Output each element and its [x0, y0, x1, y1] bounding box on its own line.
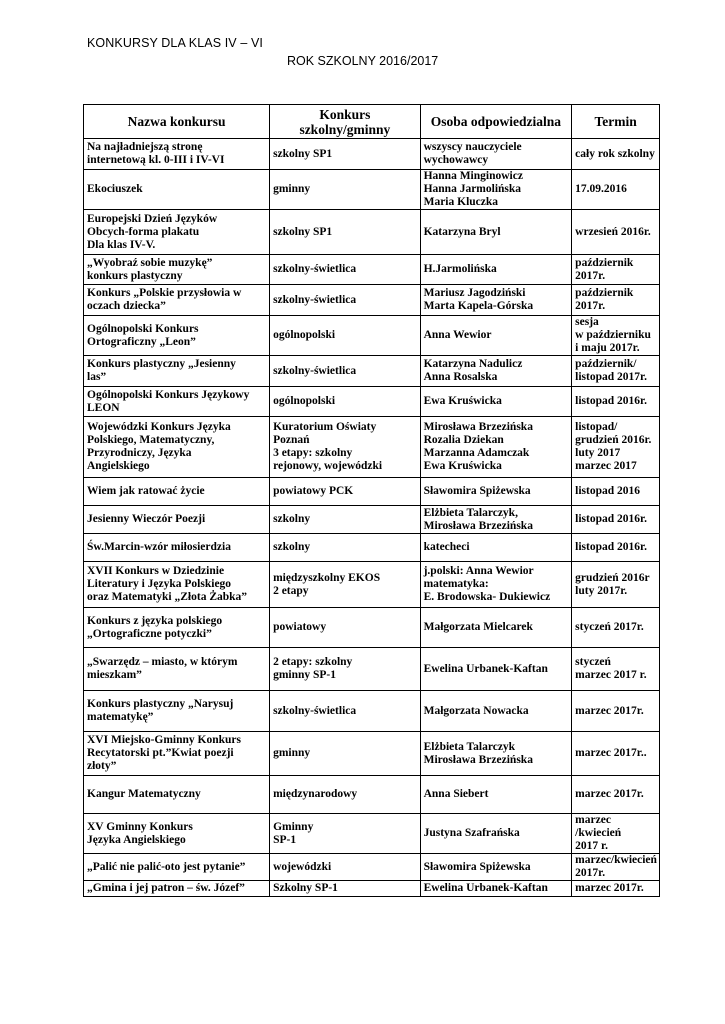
contest-level-cell: Szkolny SP-1 [270, 881, 421, 897]
responsible-person-cell: Ewelina Urbanek-Kaftan [420, 881, 572, 897]
contest-name-cell: Konkurs z języka polskiego „Ortograficzne potyczki” [84, 608, 270, 648]
contest-name-cell: „Swarzędz – miasto, w którym mieszkam” [84, 648, 270, 691]
contest-name-cell: Konkurs „Polskie przysłowia w oczach dziecka” [84, 285, 270, 316]
contest-date-cell: wrzesień 2016r. [572, 210, 660, 255]
responsible-person-cell: H.Jarmolińska [420, 255, 572, 285]
contest-level-cell: szkolny-świetlica [270, 285, 421, 316]
table-row [84, 417, 660, 478]
contest-date-cell: listopad/ grudzień 2016r. luty 2017 marzec 2017 [572, 417, 660, 478]
table-row [84, 854, 660, 881]
contest-level-cell: Gminny SP-1 [270, 814, 421, 854]
contest-level-cell: szkolny-świetlica [270, 356, 421, 387]
table-row [84, 478, 660, 506]
contest-name-cell: Ekociuszek [84, 170, 270, 210]
column-header-date: Termin [572, 105, 660, 139]
table-row [84, 170, 660, 210]
contest-name-cell: Na najładniejszą stronę internetową kl. 0-III i IV-VI [84, 139, 270, 170]
contest-level-cell: szkolny SP1 [270, 139, 421, 170]
contest-date-cell: cały rok szkolny [572, 139, 660, 170]
responsible-person-cell: Anna Wewior [420, 316, 572, 356]
contest-name-cell: Konkurs plastyczny „Jesienny las” [84, 356, 270, 387]
contest-name-cell: Wojewódzki Konkurs Języka Polskiego, Matematyczny, Przyrodniczy, Języka Angielskiego [84, 417, 270, 478]
contest-date-cell: marzec /kwiecień 2017 r. [572, 814, 660, 854]
contest-date-cell: styczeń 2017r. [572, 608, 660, 648]
contest-level-cell: gminny [270, 732, 421, 776]
contest-level-cell: wojewódzki [270, 854, 421, 881]
table-row [84, 387, 660, 417]
contest-name-cell: Wiem jak ratować życie [84, 478, 270, 506]
contest-level-cell: szkolny-świetlica [270, 255, 421, 285]
responsible-person-cell: Elżbieta Talarczyk Mirosława Brzezińska [420, 732, 572, 776]
contest-name-cell: XVII Konkurs w Dziedzinie Literatury i Języka Polskiego oraz Matematyki „Złota Żabka” [84, 562, 270, 608]
column-header-name: Nazwa konkursu [84, 105, 270, 139]
contest-name-cell: XV Gminny Konkurs Języka Angielskiego [84, 814, 270, 854]
responsible-person-cell: Justyna Szafrańska [420, 814, 572, 854]
table-body [84, 139, 660, 897]
contest-date-cell: marzec 2017r. [572, 691, 660, 732]
contest-level-cell: szkolny SP1 [270, 210, 421, 255]
column-header-person: Osoba odpowiedzialna [420, 105, 572, 139]
table-row [84, 255, 660, 285]
contest-date-cell: listopad 2016r. [572, 506, 660, 534]
responsible-person-cell: Sławomira Spiżewska [420, 854, 572, 881]
table-row [84, 776, 660, 814]
contest-date-cell: marzec 2017r. [572, 776, 660, 814]
responsible-person-cell: Mirosława Brzezińska Rozalia Dziekan Marzanna Adamczak Ewa Kruświcka [420, 417, 572, 478]
responsible-person-cell: Ewelina Urbanek-Kaftan [420, 648, 572, 691]
contest-date-cell: 17.09.2016 [572, 170, 660, 210]
contest-date-cell: marzec 2017r. [572, 881, 660, 897]
contest-date-cell: październik 2017r. [572, 285, 660, 316]
contests-table [83, 104, 660, 897]
table-row [84, 562, 660, 608]
contest-name-cell: XVI Miejsko-Gminny Konkurs Recytatorski pt.”Kwiat poezji złoty” [84, 732, 270, 776]
contest-name-cell: Konkurs plastyczny „Narysuj matematykę” [84, 691, 270, 732]
responsible-person-cell: Ewa Kruświcka [420, 387, 572, 417]
table-header-row [84, 105, 660, 139]
document-title: KONKURSY DLA KLAS IV – VI [87, 36, 263, 50]
contest-date-cell: listopad 2016r. [572, 387, 660, 417]
responsible-person-cell: Hanna Minginowicz Hanna Jarmolińska Maria Kluczka [420, 170, 572, 210]
table-row [84, 608, 660, 648]
contest-date-cell: styczeń marzec 2017 r. [572, 648, 660, 691]
table-row [84, 814, 660, 854]
table-row [84, 356, 660, 387]
responsible-person-cell: Katarzyna Bryl [420, 210, 572, 255]
contest-level-cell: międzyszkolny EKOS 2 etapy [270, 562, 421, 608]
contest-date-cell: marzec/kwiecień 2017r. [572, 854, 660, 881]
contest-name-cell: „Palić nie palić-oto jest pytanie” [84, 854, 270, 881]
contest-level-cell: 2 etapy: szkolny gminny SP-1 [270, 648, 421, 691]
responsible-person-cell: katecheci [420, 534, 572, 562]
contest-level-cell: szkolny [270, 534, 421, 562]
table-row [84, 534, 660, 562]
contest-name-cell: Kangur Matematyczny [84, 776, 270, 814]
table-row [84, 316, 660, 356]
responsible-person-cell: Elżbieta Talarczyk, Mirosława Brzezińska [420, 506, 572, 534]
contest-name-cell: Św.Marcin-wzór miłosierdzia [84, 534, 270, 562]
table-row [84, 691, 660, 732]
contest-name-cell: Europejski Dzień Języków Obcych-forma plakatu Dla klas IV-V. [84, 210, 270, 255]
responsible-person-cell: Anna Siebert [420, 776, 572, 814]
contest-name-cell: Ogólnopolski Konkurs Ortograficzny „Leon” [84, 316, 270, 356]
contest-date-cell: marzec 2017r.. [572, 732, 660, 776]
contest-level-cell: gminny [270, 170, 421, 210]
column-header-level: Konkurs szkolny/gminny [270, 105, 421, 139]
responsible-person-cell: wszyscy nauczyciele wychowawcy [420, 139, 572, 170]
responsible-person-cell: j.polski: Anna Wewior matematyka: E. Brodowska- Dukiewicz [420, 562, 572, 608]
contest-level-cell: szkolny-świetlica [270, 691, 421, 732]
contest-level-cell: powiatowy [270, 608, 421, 648]
contest-date-cell: listopad 2016r. [572, 534, 660, 562]
contest-name-cell: „Wyobraź sobie muzykę” konkurs plastyczny [84, 255, 270, 285]
responsible-person-cell: Mariusz Jagodziński Marta Kapela-Górska [420, 285, 572, 316]
contest-level-cell: ogólnopolski [270, 316, 421, 356]
contest-name-cell: „Gmina i jej patron – św. Józef” [84, 881, 270, 897]
contest-name-cell: Jesienny Wieczór Poezji [84, 506, 270, 534]
table-row [84, 285, 660, 316]
contest-date-cell: październik/ listopad 2017r. [572, 356, 660, 387]
contest-level-cell: Kuratorium Oświaty Poznań 3 etapy: szkolny rejonowy, wojewódzki [270, 417, 421, 478]
table-row [84, 139, 660, 170]
school-year: ROK SZKOLNY 2016/2017 [287, 54, 439, 68]
contest-level-cell: międzynarodowy [270, 776, 421, 814]
contest-level-cell: powiatowy PCK [270, 478, 421, 506]
contest-date-cell: listopad 2016 [572, 478, 660, 506]
table-row [84, 506, 660, 534]
contest-level-cell: szkolny [270, 506, 421, 534]
responsible-person-cell: Katarzyna Nadulicz Anna Rosalska [420, 356, 572, 387]
contest-level-cell: ogólnopolski [270, 387, 421, 417]
contest-name-cell: Ogólnopolski Konkurs Językowy LEON [84, 387, 270, 417]
responsible-person-cell: Małgorzata Mielcarek [420, 608, 572, 648]
table-row [84, 732, 660, 776]
contest-date-cell: październik 2017r. [572, 255, 660, 285]
table-row [84, 881, 660, 897]
table-row [84, 648, 660, 691]
contest-date-cell: grudzień 2016r luty 2017r. [572, 562, 660, 608]
responsible-person-cell: Małgorzata Nowacka [420, 691, 572, 732]
responsible-person-cell: Sławomira Spiżewska [420, 478, 572, 506]
table-row [84, 210, 660, 255]
contest-date-cell: sesja w październiku i maju 2017r. [572, 316, 660, 356]
